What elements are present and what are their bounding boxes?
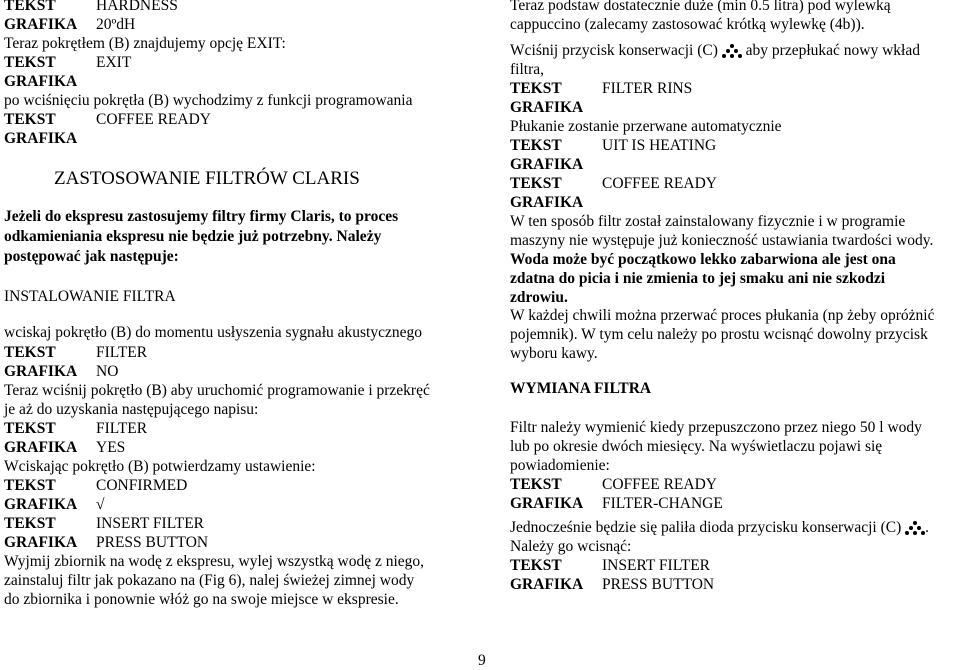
display-graphic-line: GRAFIKA PRESS BUTTON [510,576,715,593]
subsection-title: INSTALOWANIE FILTRA [4,288,176,305]
page-number: 9 [478,652,486,669]
body-text: W ten sposób filtr został zainstalowany fizycznie i w programie [510,213,906,230]
body-text: Woda może być początkowo lekko zabarwiona ale jest ona [510,251,896,268]
display-text-line: TEKST INSERT FILTER [510,557,711,574]
body-text: do zbiornika i ponownie włóż go na swoje miejsce w ekspresie. [4,591,399,608]
display-text-line: TEKST UIT IS HEATING [510,137,717,154]
body-text: Teraz pokrętłem (B) znajdujemy opcję EXIT: [4,35,286,52]
body-text: Jednocześnie będzie się paliła dioda przycisku konserwacji (C) . [510,519,929,536]
check-mark: √ [96,496,105,513]
display-graphic-line: GRAFIKA FILTER-CHANGE [510,495,723,512]
display-graphic-line: GRAFIKA [510,99,584,116]
display-text-line: TEKST CONFIRMED [4,477,188,494]
body-text: zdatna do picia i nie zmienia to jej smaku ani nie szkodzi [510,270,886,287]
display-graphic-line: GRAFIKA PRESS BUTTON [4,534,209,551]
display-graphic-line: GRAFIKA [510,194,584,211]
display-graphic-line: GRAFIKA YES [4,439,126,456]
display-graphic-line: GRAFIKA √ [4,496,105,513]
body-text: lub po okresie dwóch miesięcy. Na wyświetlaczu pojawi się [510,438,883,455]
body-text: zainstaluj filtr jak pokazano na (Fig 6), nalej świeżej zimnej wody [4,572,415,589]
maintenance-button-icon [722,44,742,58]
display-graphic-line: GRAFIKA NO [4,363,119,380]
body-text: Wyjmij zbiornik na wodę z ekspresu, wylej wszystką wodę z niego, [4,553,425,570]
body-text: po wciśnięciu pokrętła (B) wychodzimy z funkcji programowania [4,92,413,109]
display-text-line: TEKST COFFEE READY [4,111,211,128]
body-text: filtra, [510,61,544,78]
body-text: Wciskając pokrętło (B) potwierdzamy ustawienie: [4,458,316,475]
section-title: ZASTOSOWANIE FILTRÓW CLARIS [54,168,360,189]
display-text-line: TEKST COFFEE READY [510,175,717,192]
subsection-title: WYMIANA FILTRA [510,380,652,397]
body-text: je aż do uzyskania następującego napisu: [4,401,259,418]
body-text: wciskaj pokrętło (B) do momentu usłyszenia sygnału akustycznego [4,324,422,341]
display-text-line: TEKST COFFEE READY [510,476,717,493]
body-text: W każdej chwili można przerwać proces płukania (np żeby opróżnić [510,307,935,324]
display-text-line: TEKST HARDNESS [4,0,178,14]
body-text: Płukanie zostanie przerwane automatycznie [510,118,782,135]
display-text-line: TEKST FILTER RINS [510,80,693,97]
display-text-line: TEKST FILTER [4,420,148,437]
display-text-line: TEKST INSERT FILTER [4,515,205,532]
body-text: odkamieniania ekspresu nie będzie już potrzebny. Należy [4,228,382,245]
body-text: zdrowiu. [510,289,568,306]
body-text: Jeżeli do ekspresu zastosujemy filtry firmy Claris, to proces [4,208,399,225]
body-text: Teraz podstaw dostatecznie duże (min 0.5 litra) pod wylewką [510,0,891,14]
display-text-line: TEKST EXIT [4,54,132,71]
display-graphic-line: GRAFIKA [4,73,78,90]
display-graphic-line: GRAFIKA [510,156,584,173]
body-text: Wciśnij przycisk konserwacji (C) aby przepłukać nowy wkład [510,42,920,59]
body-text: Teraz wciśnij pokrętło (B) aby uruchomić programowanie i przekręć [4,382,430,399]
display-graphic-line: GRAFIKA [4,130,78,147]
body-text: powiadomienie: [510,457,610,474]
body-text: Należy go wcisnąć: [510,538,632,555]
display-text-line: TEKST FILTER [4,344,148,361]
body-text: Filtr należy wymienić kiedy przepuszczono przez niego 50 l wody [510,419,922,436]
body-text: pojemnik). W tym celu należy po prostu wcisnąć dowolny przycisk [510,326,928,343]
body-text: postępować jak następuje: [4,248,179,265]
body-text: maszyny nie występuje już konieczność ustawiania twardości wody. [510,232,934,249]
body-text: wyboru kawy. [510,345,598,362]
body-text: cappuccino (zalecamy zastosować krótką wylewkę (4b)). [510,16,865,33]
display-graphic-line: GRAFIKA 20ºdH [4,16,136,33]
maintenance-button-icon [905,521,925,535]
